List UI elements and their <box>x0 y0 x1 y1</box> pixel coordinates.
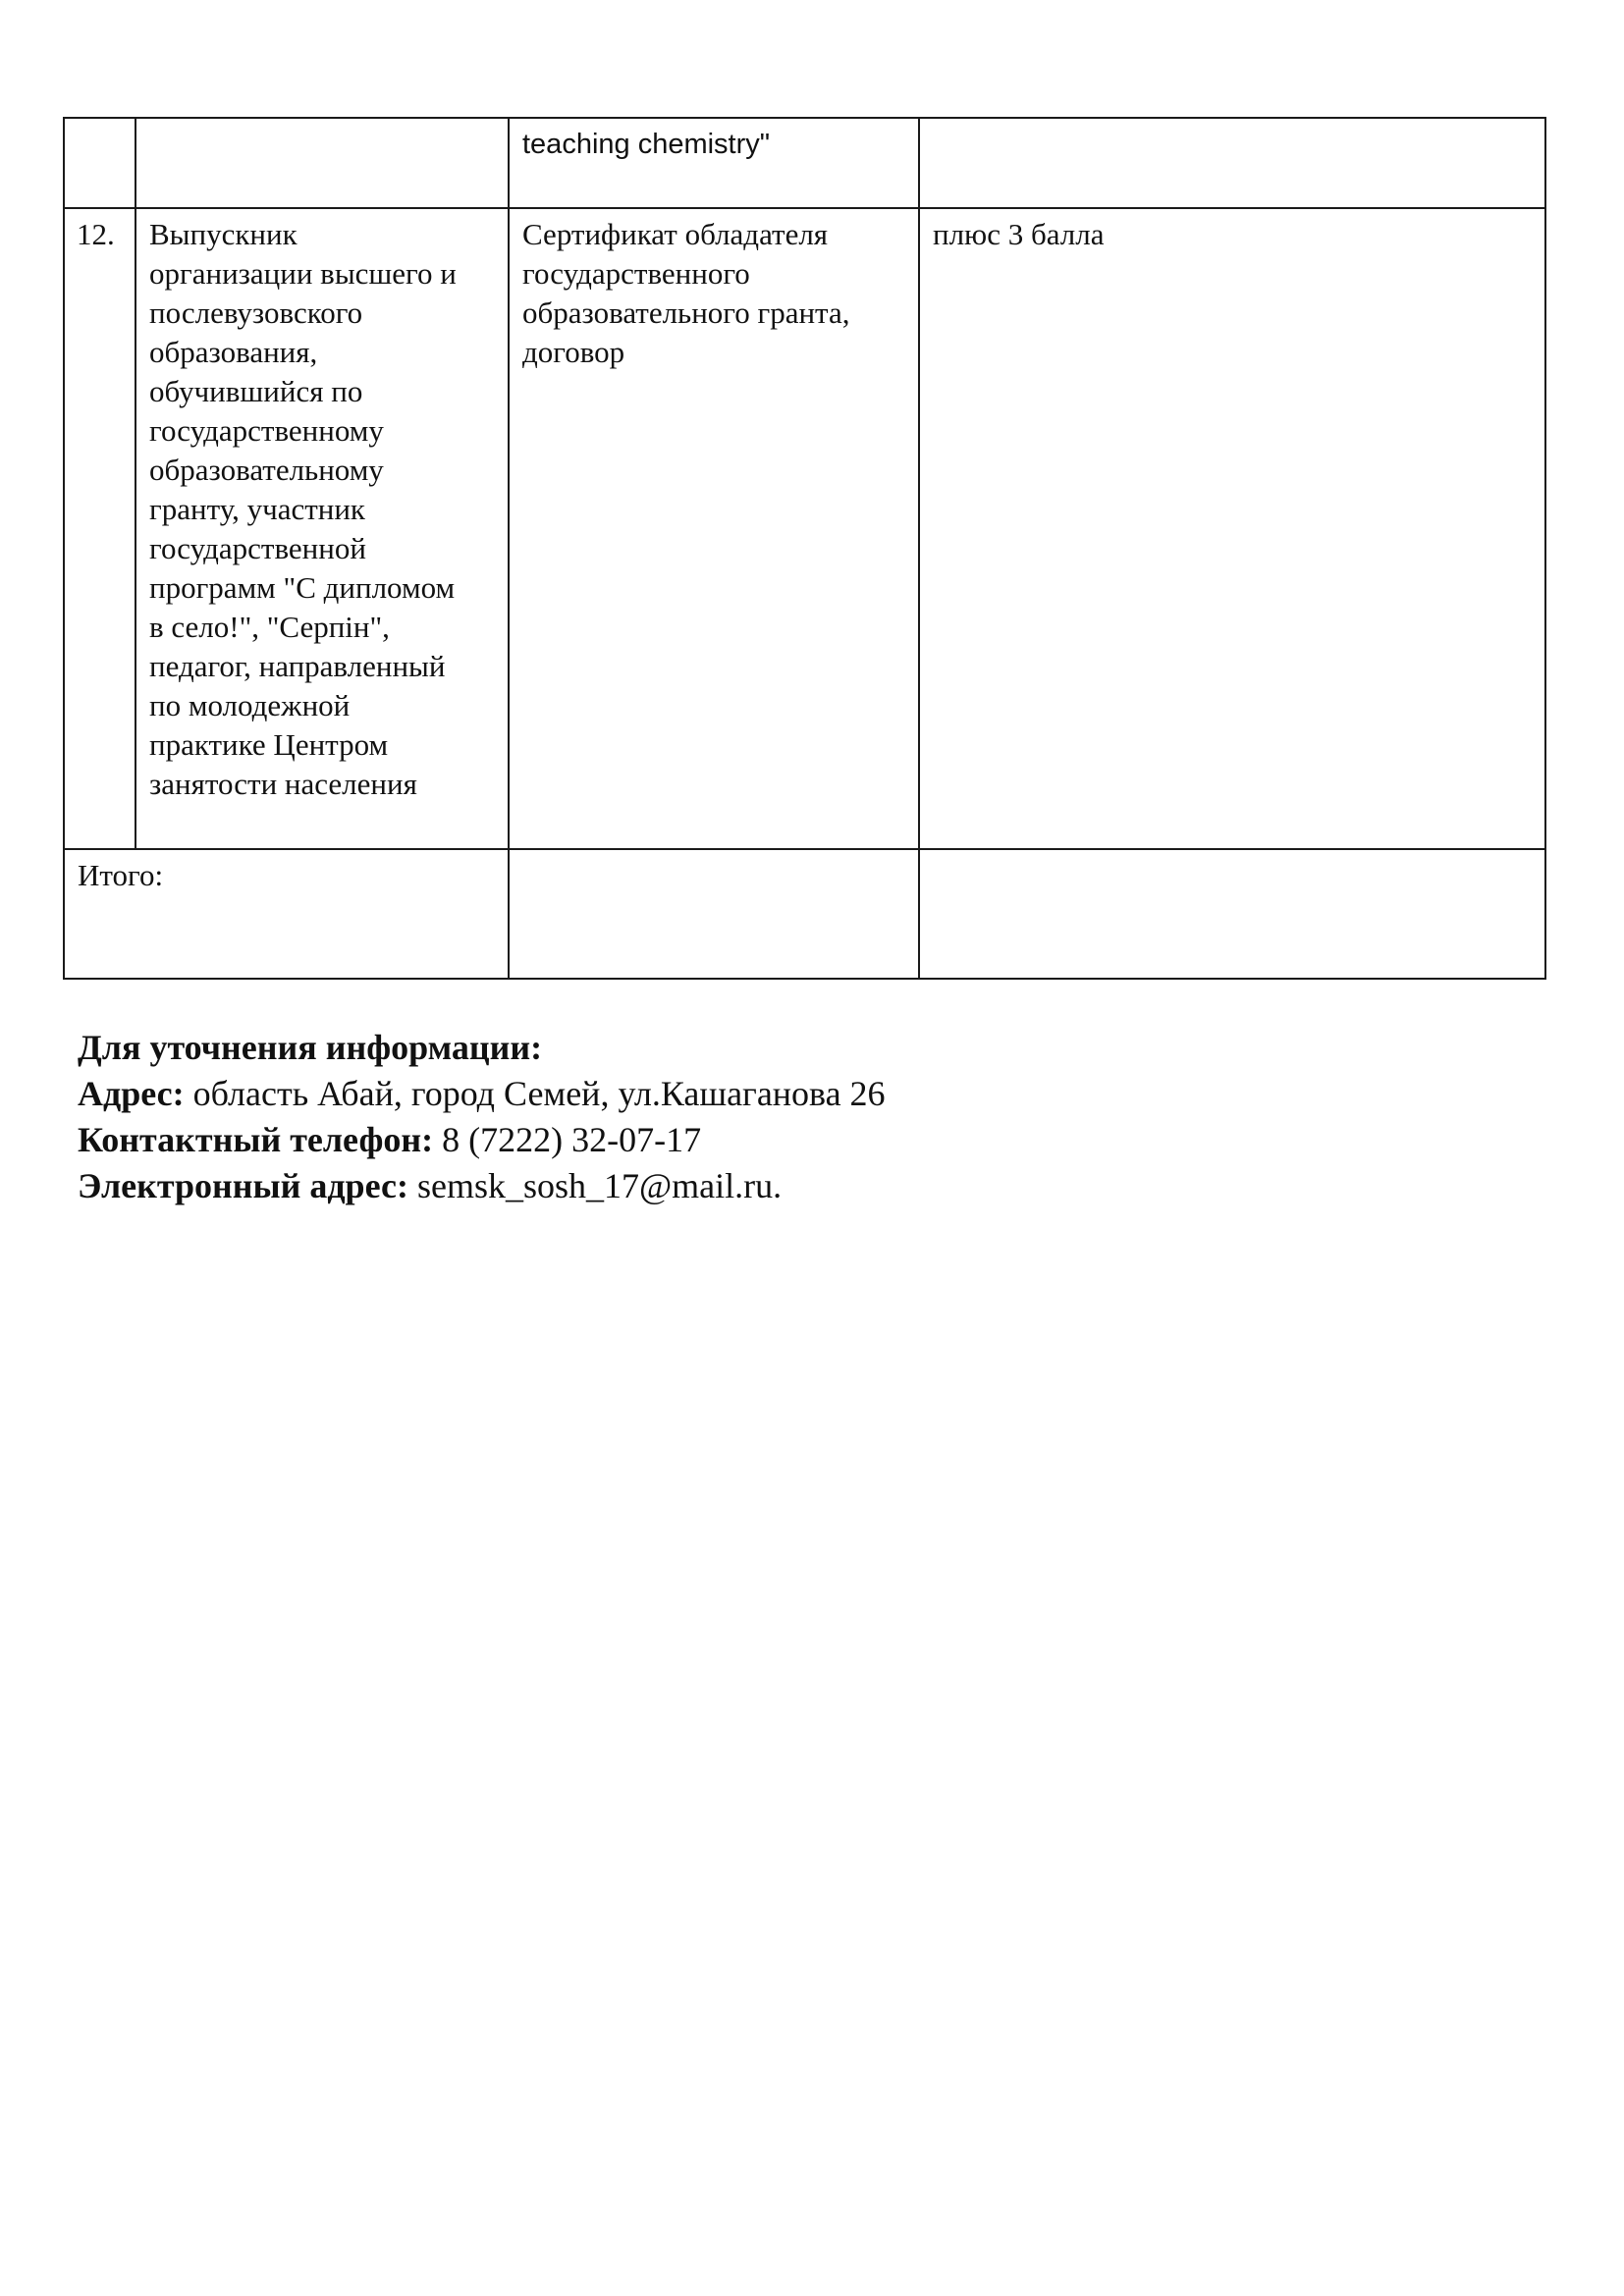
address-value: область Абай, город Семей, ул.Кашаганова 26 <box>184 1074 886 1113</box>
criterion-cell: Выпускник организации высшего и послевузовского образования, обучившийся по государственному образовательному гранту, участник государственной программ "С дипломом в село!", "Серпін", педагог, направленный по молодежной практике Центром занятости населения <box>135 208 509 849</box>
row-number-cell: 12. <box>64 208 135 849</box>
table-row <box>64 208 1545 849</box>
total-points-cell <box>919 849 1545 979</box>
email-value: semsk_sosh_17@mail.ru. <box>407 1166 783 1205</box>
phone-line <box>78 1117 886 1163</box>
phone-label: Контактный телефон: <box>78 1120 434 1159</box>
total-row <box>64 849 1545 979</box>
total-label-cell: Итого: <box>64 849 509 979</box>
row-number-cell <box>64 118 135 208</box>
address-label: Адрес: <box>78 1074 185 1113</box>
points-cell: плюс 3 балла <box>919 208 1545 849</box>
contact-heading-text: Для уточнения информации: <box>78 1028 543 1067</box>
criteria-table <box>63 117 1546 980</box>
points-cell <box>919 118 1545 208</box>
email-line <box>78 1163 886 1209</box>
contact-info <box>78 1025 886 1209</box>
total-document-cell <box>509 849 919 979</box>
criterion-cell <box>135 118 509 208</box>
contact-heading <box>78 1025 886 1071</box>
document-cell: Сертификат обладателя государственного образовательного гранта, договор <box>509 208 919 849</box>
email-label: Электронный адрес: <box>78 1166 408 1205</box>
document-cell: teaching chemistry" <box>509 118 919 208</box>
table-row <box>64 118 1545 208</box>
phone-value: 8 (7222) 32-07-17 <box>433 1120 702 1159</box>
address-line <box>78 1071 886 1117</box>
